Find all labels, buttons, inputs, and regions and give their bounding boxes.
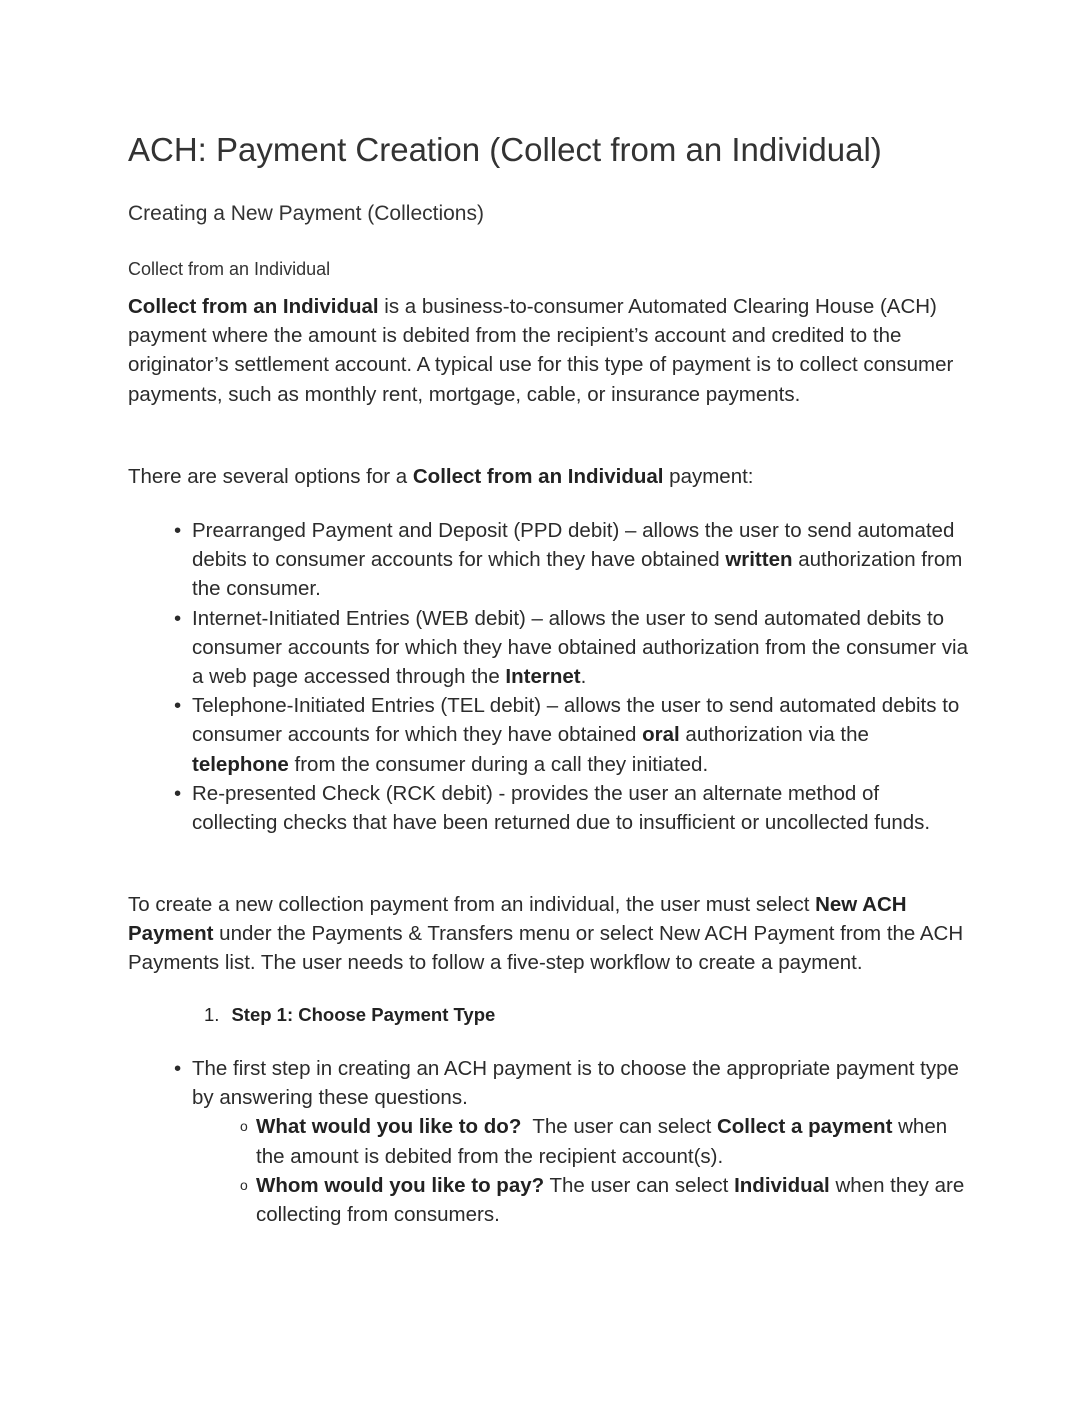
bullet-icon: • [174, 1057, 182, 1080]
step-label: Step 1: Choose Payment Type [231, 1004, 496, 1025]
section-heading: Collect from an Individual [128, 259, 331, 279]
list-item [128, 604, 968, 692]
create-payment-paragraph [128, 890, 968, 978]
bullet-icon: • [174, 519, 182, 542]
list-item [128, 516, 968, 604]
options-intro-after: payment: [663, 465, 754, 488]
create-bold: New ACH Payment [128, 893, 907, 946]
option-text: Prearranged Payment and Deposit (PPD debit) – allows the user to send automated debits to consumer accounts for which they have obtained [192, 519, 955, 572]
intro-text: is a business-to-consumer Automated Clearing House (ACH) payment where the amount is debited from the recipient’s account and credited to the originator’s settlement account. A typical use for this type of payment is to collect consumer payments, such as monthly rent, mortgage, cable, or insurance payments. [128, 295, 954, 406]
page-title: ACH: Payment Creation (Collect from an Individual) [128, 131, 882, 168]
step-1-heading [204, 1002, 495, 1028]
circle-bullet-icon: o [240, 1118, 248, 1135]
question-text: The user can select [544, 1173, 735, 1197]
bullet-icon: • [174, 781, 182, 805]
option-bold: Internet [505, 665, 581, 689]
question-text: The user can select [521, 1115, 717, 1139]
question-bold: Whom would you like to pay? [256, 1173, 545, 1197]
sub-list-item [192, 1171, 968, 1229]
section-subtitle: Creating a New Payment (Collections) [128, 202, 484, 225]
bullet-icon: • [174, 606, 182, 630]
circle-bullet-icon: o [240, 1176, 248, 1193]
list-item [128, 691, 968, 779]
intro-paragraph [128, 292, 968, 409]
option-bold: telephone [192, 752, 289, 776]
option-text: from the consumer during a call they initiated. [288, 752, 709, 776]
step-1-list [128, 1054, 968, 1229]
question-text: when the amount is debited from the recipient account(s). [256, 1115, 948, 1168]
create-text-after: under the Payments & Transfers menu or select New ACH Payment from the ACH Payments list. The user needs to follow a five-step workflow to create a payment. [128, 922, 964, 975]
option-text: Re-presented Check (RCK debit) - provides the user an alternate method of collecting checks that have been returned due to insufficient or uncollected funds. [192, 781, 931, 835]
bullet-icon: • [174, 694, 182, 718]
option-text: authorization from the consumer. [192, 548, 963, 601]
questions-sublist [192, 1112, 968, 1229]
answer-bold: Individual [734, 1173, 830, 1197]
payment-options-list [128, 516, 968, 837]
sub-list-item [192, 1112, 968, 1170]
answer-bold: Collect a payment [716, 1115, 893, 1139]
list-item [128, 779, 968, 837]
options-intro-bold: Collect from an Individual [412, 465, 664, 488]
option-bold: written [725, 548, 793, 572]
create-text-before: To create a new collection payment from an individual, the user must select [128, 893, 816, 916]
option-text: Telephone-Initiated Entries (TEL debit) – allows the user to send automated debits to consumer accounts for which they have obtained [192, 694, 960, 747]
options-intro-paragraph [128, 462, 968, 491]
options-intro-before: There are several options for a [128, 465, 413, 488]
option-text: authorization via the [679, 723, 869, 747]
option-bold: oral [642, 723, 680, 747]
step-number: 1. [204, 1004, 220, 1025]
option-text: Internet-Initiated Entries (WEB debit) – allows the user to send automated debits to consumer accounts for which they have obtained authorization from the consumer via a web page accessed through the [192, 606, 968, 689]
question-bold: What would you like to do? [256, 1115, 522, 1139]
intro-bold-term: Collect from an Individual [128, 295, 379, 318]
option-text: . [580, 665, 587, 689]
list-item [128, 1054, 968, 1229]
step-1-bullet-text: The first step in creating an ACH payment is to choose the appropriate payment type by answering these questions. [192, 1057, 959, 1110]
question-text: when they are collecting from consumers. [256, 1173, 965, 1227]
